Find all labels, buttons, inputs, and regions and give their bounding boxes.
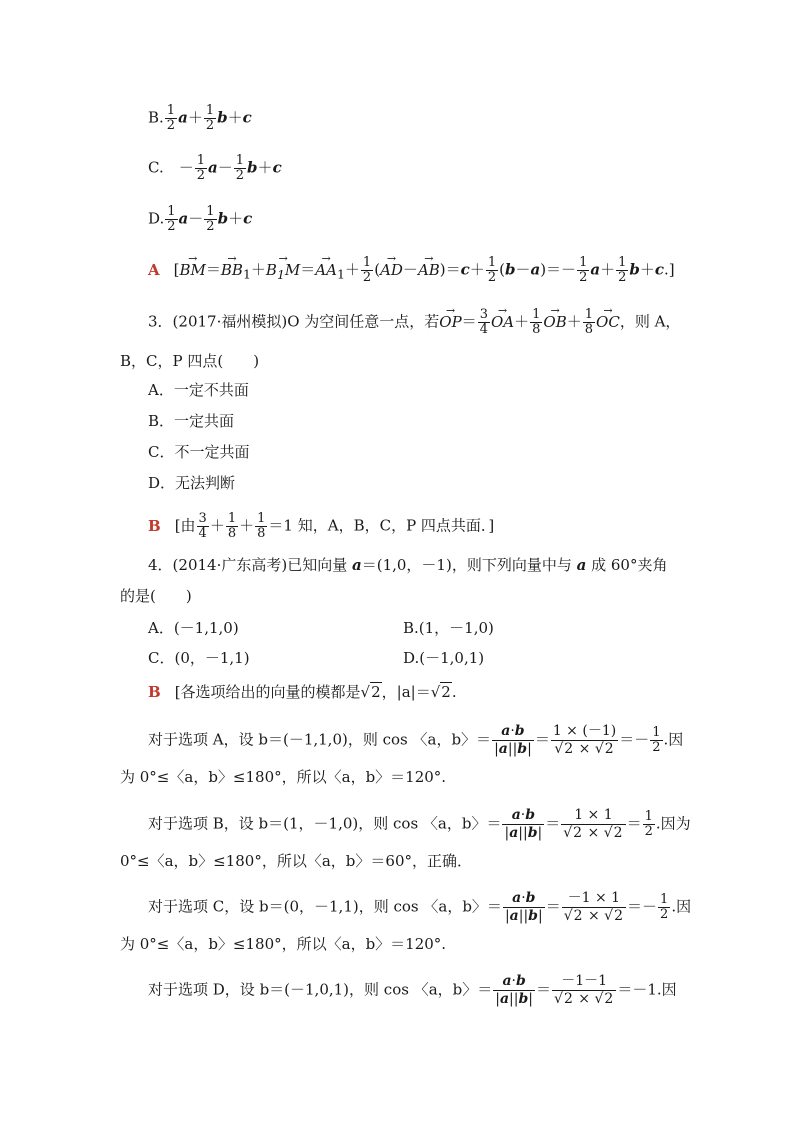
analysis-option-c-cont: 为 0°≤〈a，b〉≤180°，所以〈a，b〉＝120°. [120,935,447,953]
q3-option-b: B．一定共面 [148,412,235,430]
analysis-option-d: 对于选项 D，设 b＝(－1,0,1)，则 cos 〈a，b〉＝ $\frac{a\cdot b}{|a||b|}$ ＝ $\frac{-1-1}{√2 \times √2}$ ＝－1.因 [148,973,677,1007]
question-4-stem: 4．(2014·广东高考)已知向量 a＝(1,0，－1)，则下列向量中与 a 成 60°夹角 [148,556,668,574]
question-3-stem: 3．(2017·福州模拟)O 为空间任意一点，若→ OP＝ $\frac{3}{4}$ → OA＋ $\frac{1}{8}$ → OB＋ $\frac{1}{8}$ → OC，则 A， [148,308,680,337]
analysis-option-b-cont: 0°≤〈a，b〉≤180°，所以〈a，b〉＝60°，正确． [120,852,472,870]
q4-option-d: D.(－1,0,1) [403,649,485,667]
question-4-stem-cont: 的是( ) [120,587,192,605]
option-b-q2: B. $\frac{1}{2}$ a＋ $\frac{1}{2}$ b＋c [148,103,252,133]
q3-option-c: C．不一定共面 [148,443,250,461]
answer-q4-intro: B [各选项给出的向量的模都是√2，|a|＝√2. [148,683,457,701]
q4-option-b: B.(1，－1,0) [403,619,494,637]
question-3-stem-cont: B，C，P 四点( ) [120,352,260,370]
answer-q3: B [由 $\frac{3}{4}$ ＋ $\frac{1}{8}$ ＋ $\frac{1}{8}$ ＝1 知，A，B，C，P 四点共面．] [148,511,495,541]
option-c-q2: C. － $\frac{1}{2}$ a－ $\frac{1}{2}$ b＋c [148,153,282,183]
q4-option-c: C．(0，－1,1) [148,649,250,667]
answer-q2: A [→ $BM=\to BB_1+\to B_1M=\to AA_1+$ $\frac{1}{2}$ (→ AD－→ AB)＝c＋ $\frac{1}{2}$ (b－a)＝－ $\frac{1}{2}$ a＋ $\frac{1}{2}$ b＋c.] [148,256,675,286]
analysis-option-b: 对于选项 B，设 b＝(1，－1,0)，则 cos 〈a，b〉＝ $\frac{a\cdot b}{|a||b|}$ ＝ $\frac{1 \times 1}{√2 \times √2}$ ＝ $\frac{1}{2}$ .因为 [148,807,691,841]
option-d-q2: D. $\frac{1}{2}$ a－ $\frac{1}{2}$ b＋c [148,204,253,234]
analysis-option-a: 对于选项 A，设 b＝(－1,1,0)，则 cos 〈a，b〉＝ $\frac{a\cdot b}{|a||b|}$ ＝ $\frac{1 \times (-1)}{√2 \times √2}$ ＝－ $\frac{1}{2}$ .因 [148,723,684,757]
q3-option-a: A．一定不共面 [148,381,249,399]
analysis-option-a-cont: 为 0°≤〈a，b〉≤180°，所以〈a，b〉＝120°. [120,768,447,786]
analysis-option-c: 对于选项 C，设 b＝(0，－1,1)，则 cos 〈a，b〉＝ $\frac{a\cdot b}{|a||b|}$ ＝ $\frac{-1 \times 1}{√2 \times √2}$ ＝－ $\frac{1}{2}$ .因 [148,890,692,924]
q3-option-d: D．无法判断 [148,474,236,492]
q4-option-a: A．(－1,1,0) [148,619,239,637]
